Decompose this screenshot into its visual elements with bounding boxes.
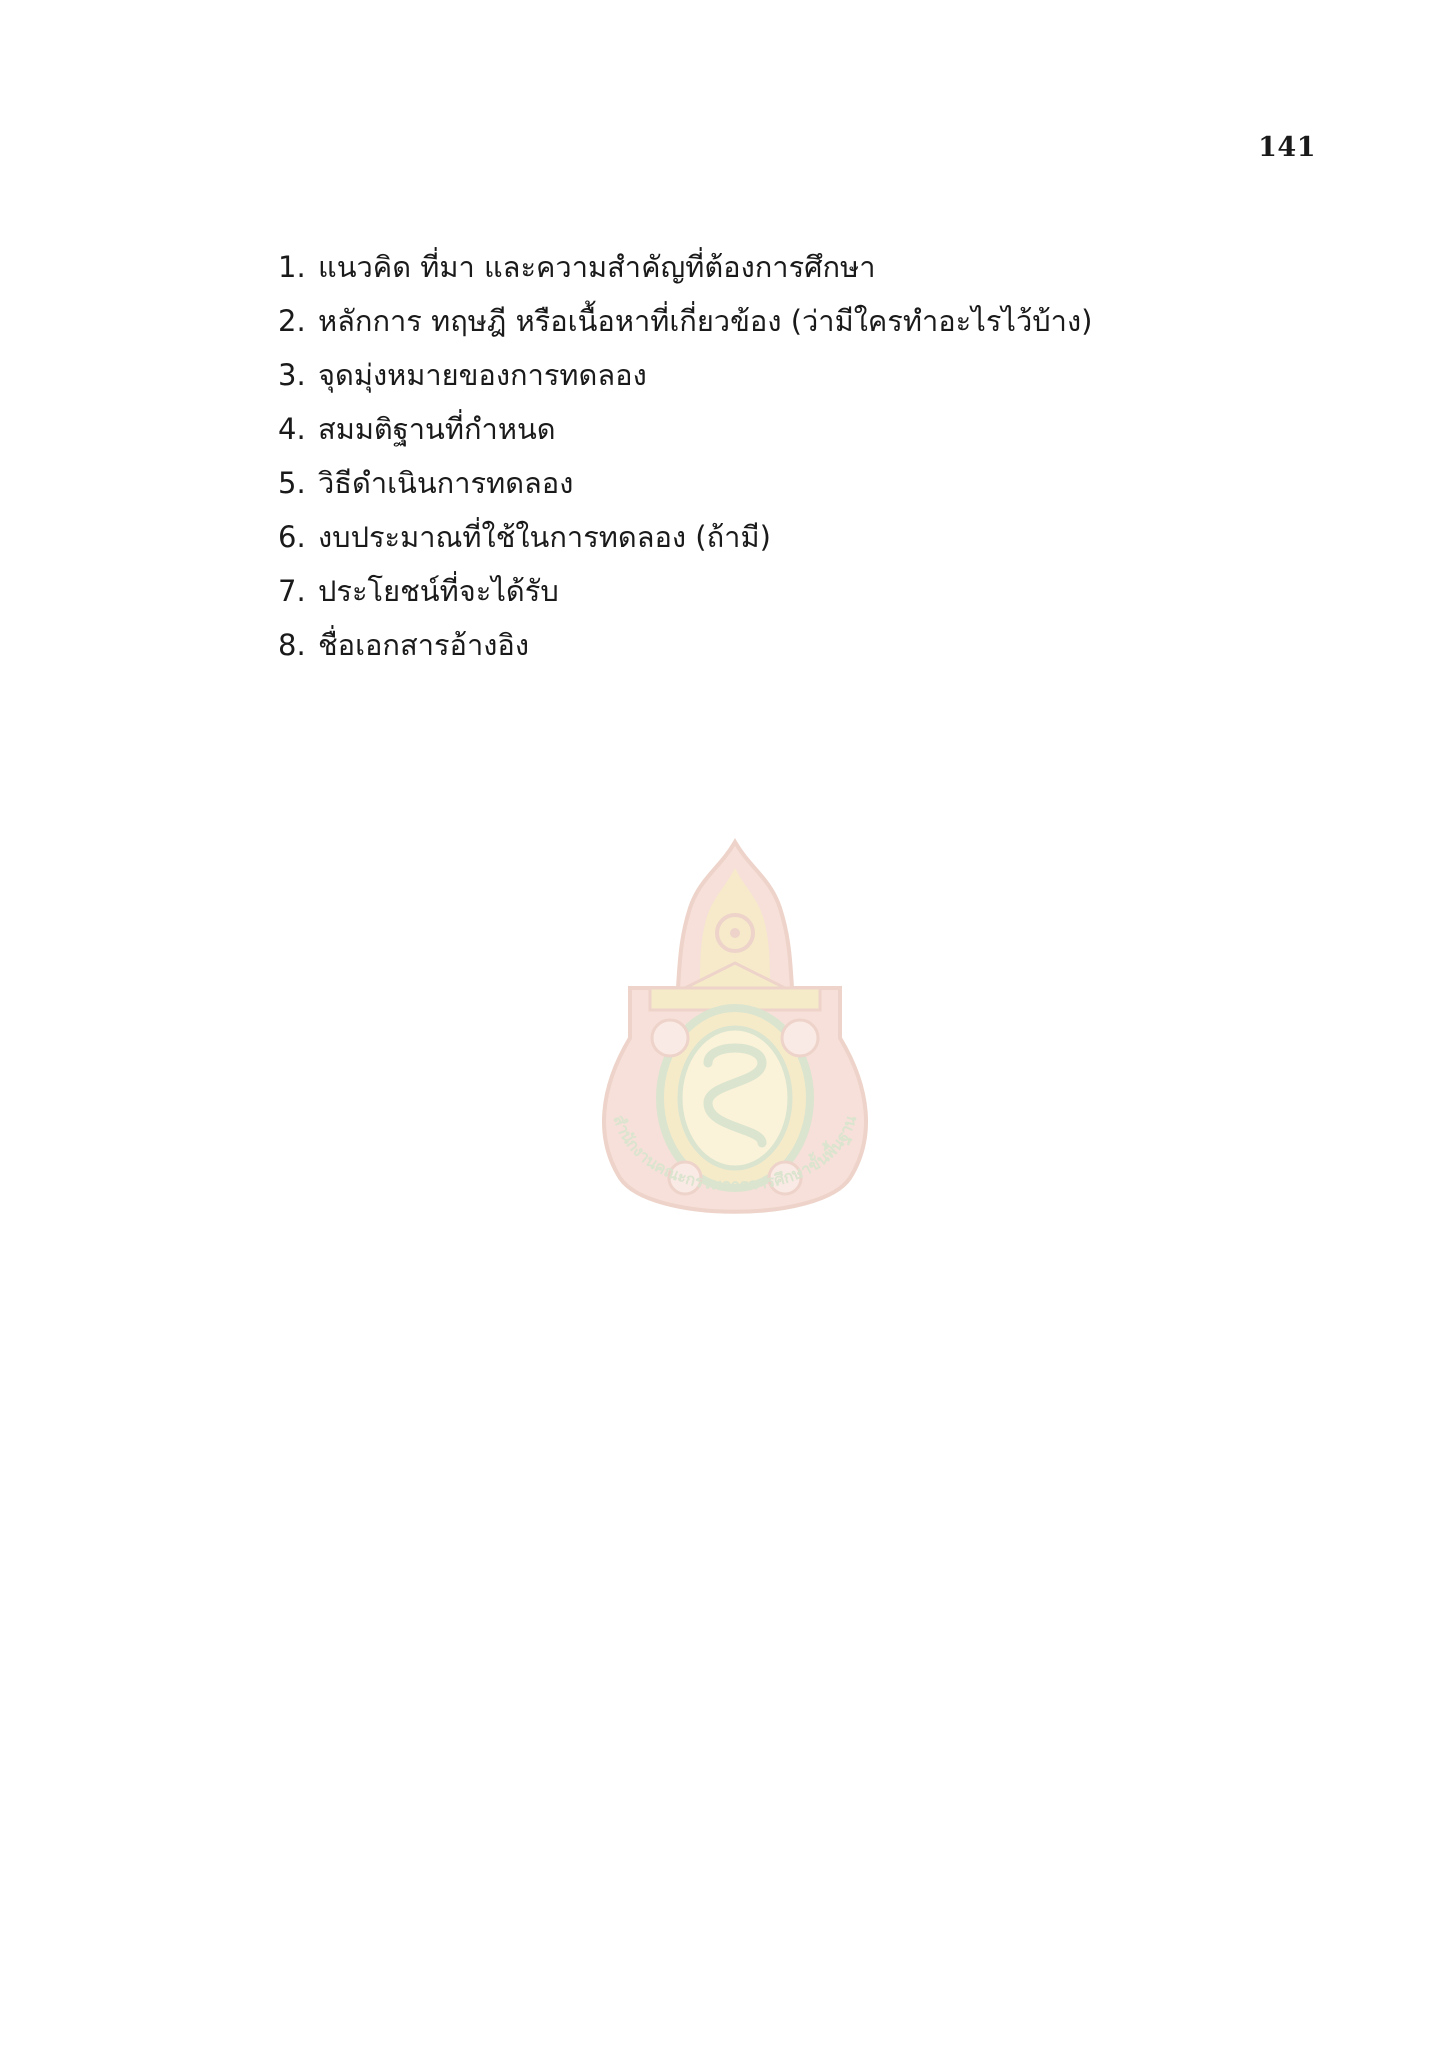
list-item-text: งบประมาณที่ใช้ในการทดลอง (ถ้ามี) [318, 520, 771, 554]
list-item-text: สมมติฐานที่กำหนด [318, 412, 556, 446]
obec-emblem-icon [590, 838, 880, 1230]
list-item-number: 1. [278, 250, 306, 284]
list-item-number: 8. [278, 628, 306, 662]
list-item-number: 3. [278, 358, 306, 392]
list-item [278, 618, 1092, 672]
list-item-text: ชื่อเอกสารอ้างอิง [318, 628, 529, 662]
list-item-text: ประโยชน์ที่จะได้รับ [318, 574, 559, 608]
list-item-number: 4. [278, 412, 306, 446]
list-item-number: 2. [278, 304, 306, 338]
list-item-text: จุดมุ่งหมายของการทดลอง [318, 358, 647, 392]
list-item [278, 240, 1092, 294]
list-item [278, 402, 1092, 456]
list-item-text: วิธีดำเนินการทดลอง [318, 466, 574, 500]
list-item [278, 294, 1092, 348]
list-item [278, 564, 1092, 618]
emblem-arc-text: สำนักงานคณะกรรมการการศึกษาขั้นพื้นฐาน [609, 1112, 861, 1195]
list-item [278, 456, 1092, 510]
list-item-number: 5. [278, 466, 306, 500]
page-number: 141 [1258, 132, 1316, 163]
list-item [278, 348, 1092, 402]
list-item-number: 7. [278, 574, 306, 608]
topic-list [278, 240, 1092, 672]
list-item-text: หลักการ ทฤษฎี หรือเนื้อหาที่เกี่ยวข้อง (ว่ามีใครทำอะไรไว้บ้าง) [318, 304, 1093, 338]
list-item-number: 6. [278, 520, 306, 554]
list-item-text: แนวคิด ที่มา และความสำคัญที่ต้องการศึกษา [318, 250, 876, 284]
list-item [278, 510, 1092, 564]
